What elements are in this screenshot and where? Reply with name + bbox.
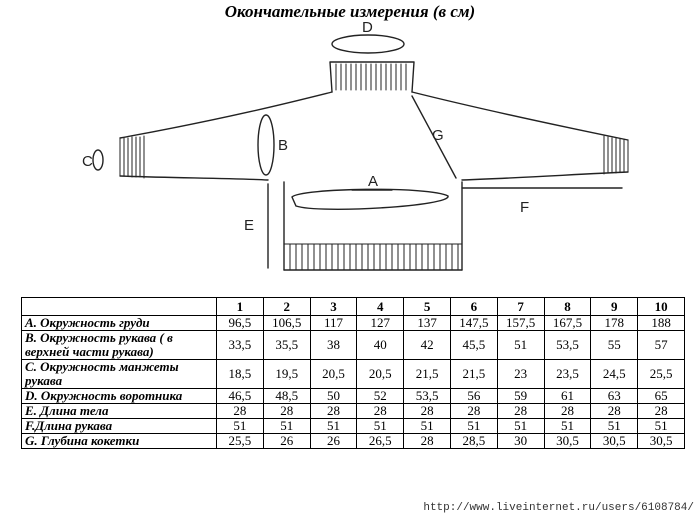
measure-f-sleeve-length	[462, 188, 622, 216]
measurement-value: 53,5	[544, 331, 591, 360]
measure-d-collar	[332, 19, 404, 53]
measurement-value: 28	[591, 404, 638, 419]
measurement-value: 35,5	[263, 331, 310, 360]
hem-ribbing	[284, 244, 462, 270]
measurement-name: E. Длина тела	[22, 404, 217, 419]
measurement-value: 28	[638, 404, 685, 419]
measurement-value: 167,5	[544, 316, 591, 331]
measurement-name: C. Окружность манжеты рукава	[22, 360, 217, 389]
measurement-value: 117	[310, 316, 357, 331]
measurement-value: 51	[357, 419, 404, 434]
measurement-value: 52	[357, 389, 404, 404]
measurement-name: G. Глубина кокетки	[22, 434, 217, 449]
measurement-value: 45,5	[450, 331, 497, 360]
measurement-value: 24,5	[591, 360, 638, 389]
column-header: 1	[217, 298, 264, 316]
measurement-value: 46,5	[217, 389, 264, 404]
measurement-value: 106,5	[263, 316, 310, 331]
svg-text:D: D	[362, 19, 373, 36]
measurement-value: 51	[450, 419, 497, 434]
svg-text:F: F	[520, 199, 530, 216]
right-cuff	[604, 136, 628, 174]
measurement-value: 51	[544, 419, 591, 434]
measurement-value: 23,5	[544, 360, 591, 389]
measurement-value: 51	[497, 331, 544, 360]
measurement-value: 30,5	[638, 434, 685, 449]
column-header: 8	[544, 298, 591, 316]
measurement-value: 61	[544, 389, 591, 404]
measurement-value: 19,5	[263, 360, 310, 389]
measurement-name: D. Окружность воротника	[22, 389, 217, 404]
svg-text:B: B	[278, 137, 289, 154]
table-row	[22, 331, 685, 360]
table-header-row	[22, 298, 685, 316]
measurement-value: 28	[404, 434, 451, 449]
table-row	[22, 316, 685, 331]
column-header: 2	[263, 298, 310, 316]
measurement-value: 48,5	[263, 389, 310, 404]
svg-text:C: C	[82, 153, 93, 170]
measure-a-chest	[292, 173, 448, 209]
measurement-value: 28	[404, 404, 451, 419]
watermark: http://www.liveinternet.ru/users/6108784/	[423, 502, 694, 514]
measurement-value: 28	[263, 404, 310, 419]
column-header: 4	[357, 298, 404, 316]
measurement-value: 57	[638, 331, 685, 360]
page-title: Окончательные измерения (в см)	[224, 2, 476, 21]
svg-text:E: E	[244, 217, 255, 234]
measurement-value: 178	[591, 316, 638, 331]
measurement-value: 96,5	[217, 316, 264, 331]
measurement-value: 51	[217, 419, 264, 434]
measurement-value: 188	[638, 316, 685, 331]
column-header: 10	[638, 298, 685, 316]
measurement-value: 26	[310, 434, 357, 449]
measurement-value: 53,5	[404, 389, 451, 404]
measure-e-body-length	[244, 184, 268, 268]
measurement-value: 51	[638, 419, 685, 434]
measure-b-upper-sleeve	[258, 115, 288, 175]
measurement-value: 65	[638, 389, 685, 404]
measure-g-yoke-depth	[412, 96, 456, 178]
column-header: 3	[310, 298, 357, 316]
measurement-value: 28	[450, 404, 497, 419]
measurement-value: 30,5	[591, 434, 638, 449]
measurement-value: 51	[591, 419, 638, 434]
measurement-value: 30,5	[544, 434, 591, 449]
measurements-table	[21, 297, 685, 449]
measurement-value: 20,5	[310, 360, 357, 389]
table-row	[22, 360, 685, 389]
table-row	[22, 419, 685, 434]
table-row	[22, 434, 685, 449]
column-header: 7	[497, 298, 544, 316]
measurement-value: 28	[310, 404, 357, 419]
measurement-value: 59	[497, 389, 544, 404]
measurement-value: 38	[310, 331, 357, 360]
collar	[330, 62, 414, 92]
measurement-value: 20,5	[357, 360, 404, 389]
measurement-value: 23	[497, 360, 544, 389]
measurement-name: A. Окружность груди	[22, 316, 217, 331]
measurement-value: 51	[497, 419, 544, 434]
measurement-value: 28	[217, 404, 264, 419]
column-header: 5	[404, 298, 451, 316]
svg-text:G: G	[432, 127, 444, 144]
measurement-value: 157,5	[497, 316, 544, 331]
measurement-value: 28	[357, 404, 404, 419]
measurement-value: 147,5	[450, 316, 497, 331]
measurement-value: 51	[310, 419, 357, 434]
column-header: 6	[450, 298, 497, 316]
measurement-value: 33,5	[217, 331, 264, 360]
svg-text:A: A	[368, 173, 379, 190]
measurement-value: 55	[591, 331, 638, 360]
column-header: 9	[591, 298, 638, 316]
measurement-value: 137	[404, 316, 451, 331]
measurement-value: 25,5	[638, 360, 685, 389]
measurement-value: 42	[404, 331, 451, 360]
measurement-value: 50	[310, 389, 357, 404]
measurement-value: 25,5	[217, 434, 264, 449]
measurement-value: 51	[404, 419, 451, 434]
measurement-value: 56	[450, 389, 497, 404]
measurement-value: 26,5	[357, 434, 404, 449]
table-row	[22, 404, 685, 419]
measurement-value: 28,5	[450, 434, 497, 449]
measurement-value: 28	[497, 404, 544, 419]
measurement-value: 21,5	[404, 360, 451, 389]
left-cuff	[120, 136, 144, 178]
measurement-value: 63	[591, 389, 638, 404]
measurement-value: 18,5	[217, 360, 264, 389]
measurement-value: 30	[497, 434, 544, 449]
measurement-value: 40	[357, 331, 404, 360]
measurement-value: 21,5	[450, 360, 497, 389]
table-row	[22, 389, 685, 404]
measurement-name: F.Длина рукава	[22, 419, 217, 434]
measure-c-cuff	[82, 150, 103, 170]
measurement-value: 28	[544, 404, 591, 419]
measurement-value: 26	[263, 434, 310, 449]
measurement-value: 127	[357, 316, 404, 331]
measurement-value: 51	[263, 419, 310, 434]
table-header-corner	[22, 298, 217, 316]
measurement-name: B. Окружность рукава ( в верхней части рукава)	[22, 331, 217, 360]
